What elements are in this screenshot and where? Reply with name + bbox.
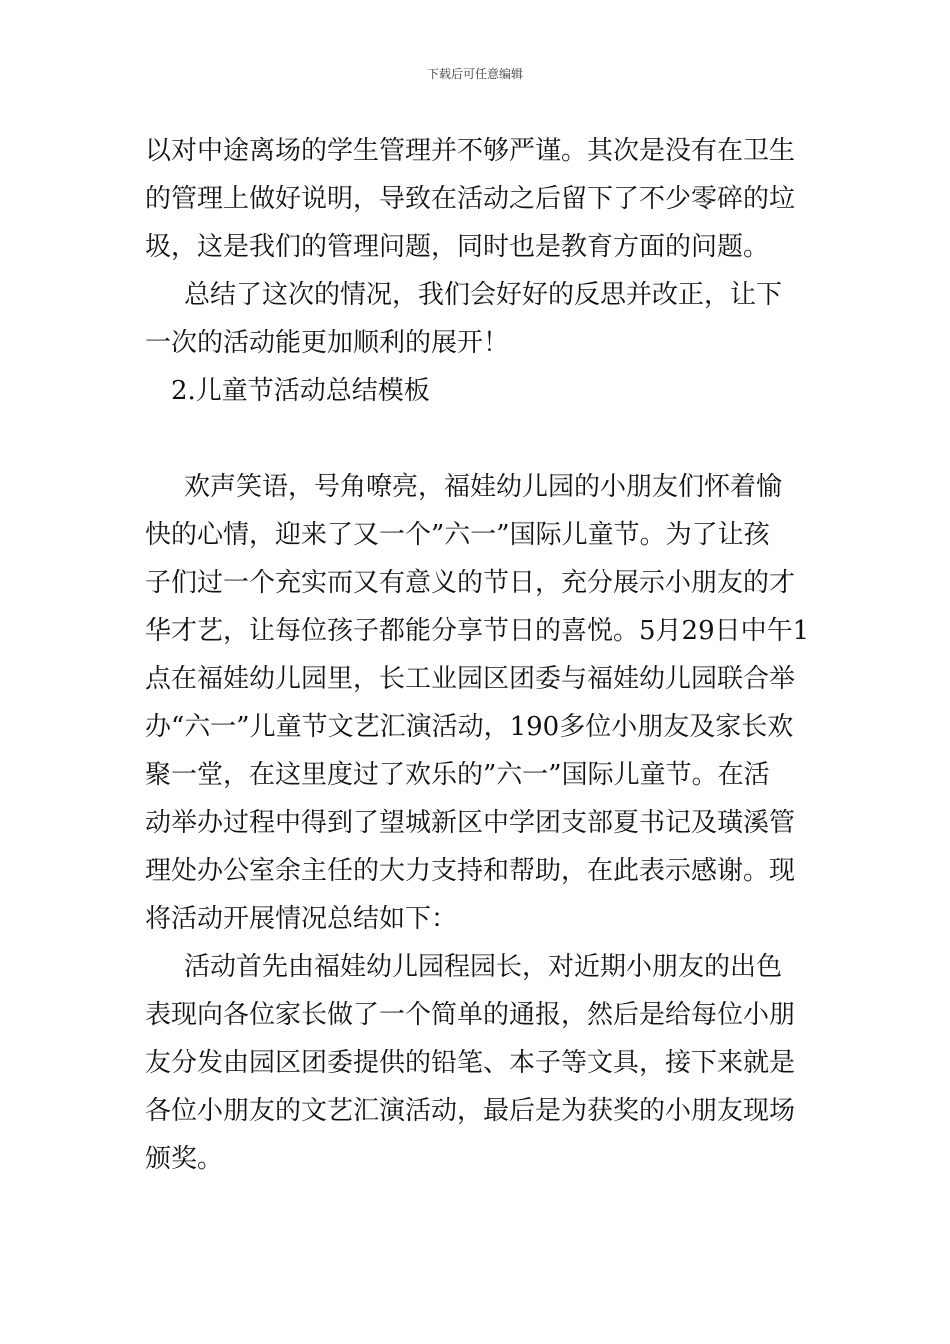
text-line: 的管理上做好说明，导致在活动之后留下了不少零碎的垃 bbox=[145, 184, 796, 214]
paragraph-start-line: 活动首先由福娃幼儿园程园长，对近期小朋友的出色 bbox=[184, 952, 783, 982]
text-line: 颁奖。 bbox=[145, 1144, 224, 1174]
text-line: 华才艺，让每位孩子都能分享节日的喜悦。5月29日中午1 bbox=[145, 616, 809, 646]
blank-line bbox=[145, 415, 809, 463]
text-line: 友分发由园区团委提供的铅笔、本子等文具，接下来就是 bbox=[145, 1048, 796, 1078]
text-line: 一次的活动能更加顺利的展开！ bbox=[145, 328, 510, 358]
paragraph-start-line: 总结了这次的情况，我们会好好的反思并改正，让下 bbox=[184, 280, 783, 310]
text-line: 将活动开展情况总结如下： bbox=[145, 904, 458, 934]
text-line: 以对中途离场的学生管理并不够严谨。其次是没有在卫生 bbox=[145, 136, 796, 166]
text-line: 聚一堂，在这里度过了欢乐的”六一”国际儿童节。在活 bbox=[145, 760, 770, 790]
text-line: 各位小朋友的文艺汇演活动，最后是为获奖的小朋友现场 bbox=[145, 1096, 796, 1126]
text-line: 点在福娃幼儿园里，长工业园区团委与福娃幼儿园联合举 bbox=[145, 664, 796, 694]
text-line: 快的心情，迎来了又一个”六一”国际儿童节。为了让孩 bbox=[145, 520, 770, 550]
text-line: 表现向各位家长做了一个简单的通报，然后是给每位小朋 bbox=[145, 1000, 796, 1030]
paragraph-start-line: 欢声笑语，号角嘹亮，福娃幼儿园的小朋友们怀着愉 bbox=[184, 472, 783, 502]
page-header-note: 下载后可任意编辑 bbox=[426, 67, 523, 81]
text-line: 理处办公室余主任的大力支持和帮助，在此表示感谢。现 bbox=[145, 856, 796, 886]
section-heading: 2.儿童节活动总结模板 bbox=[171, 376, 430, 406]
text-line: 办“六一”儿童节文艺汇演活动，190多位小朋友及家长欢 bbox=[145, 712, 794, 742]
text-line: 子们过一个充实而又有意义的节日，充分展示小朋友的才 bbox=[145, 568, 796, 598]
document-body bbox=[145, 127, 809, 1183]
text-line: 动举办过程中得到了望城新区中学团支部夏书记及璜溪管 bbox=[145, 808, 796, 838]
text-line: 圾，这是我们的管理问题，同时也是教育方面的问题。 bbox=[145, 232, 770, 262]
